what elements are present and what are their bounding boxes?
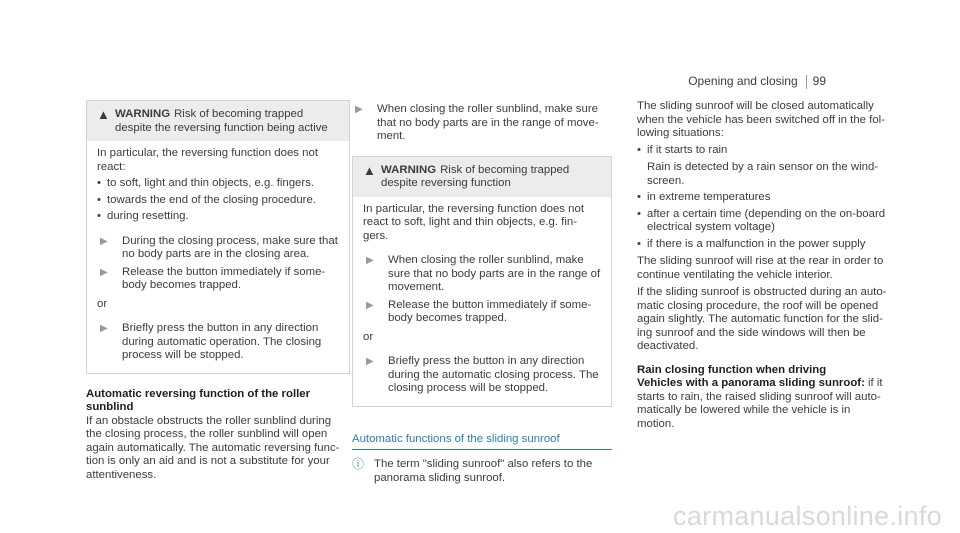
heading-rain-closing: Rain closing function when driving — [637, 363, 827, 376]
arrow-right-icon: ▶ — [355, 104, 363, 115]
column-1 — [86, 100, 350, 482]
arrow-right-icon: ▶ — [100, 323, 108, 334]
warning-header — [353, 157, 611, 197]
step-item: ▶ Briefly press the button in any direction during the automatic closing process. The closing process will be stopped. — [363, 355, 601, 396]
warning-box-reversing-active — [86, 100, 350, 374]
subheading: Vehicles with a panorama sliding sunroof: — [637, 377, 865, 389]
paragraph: If an obstacle obstructs the roller sunblind during the closing process, the roller sunblind will open again automatically. The automatic reversing func-tion is only an aid and is not a substitute for your attentiveness. — [86, 414, 340, 481]
list-item-detail: Rain is detected by a rain sensor on the wind-screen. — [647, 161, 879, 187]
warning-triangle-icon: ▲ — [363, 162, 376, 178]
step-item: ▶ Release the button immediately if some-body becomes trapped. — [363, 299, 601, 326]
warning-header — [87, 101, 349, 141]
warning-title: WARNING — [381, 163, 437, 176]
step-item: ▶ Briefly press the button in any direction during automatic operation. The closing process will be stopped. — [97, 322, 339, 363]
column-2 — [352, 100, 612, 485]
page-header — [688, 75, 826, 89]
note — [352, 458, 612, 485]
column-3 — [637, 100, 887, 431]
list-item: • to soft, light and thin objects, e.g. fingers. — [97, 177, 339, 191]
warning-title: WARNING — [115, 108, 171, 120]
section-title: Automatic functions of the sliding sunroof — [352, 433, 612, 451]
list-item: • if it starts to rain Rain is detected by a rain sensor on the wind-screen. — [637, 144, 887, 189]
or-label: or — [97, 297, 108, 310]
list-item: • during resetting. — [97, 210, 339, 224]
arrow-right-icon: ▶ — [100, 266, 108, 278]
warning-bullet-list — [97, 177, 339, 224]
list-item: • towards the end of the closing procedure. — [97, 194, 339, 208]
list-item: • in extreme temperatures — [637, 191, 887, 205]
step-item: ▶ When closing the roller sunblind, make sure that no body parts are in the range of movement. — [363, 254, 601, 295]
arrow-right-icon: ▶ — [100, 235, 108, 247]
list-item: • after a certain time (depending on the on-board electrical system voltage) — [637, 208, 887, 235]
paragraph: If the sliding sunroof is obstructed during an auto-matic closing procedure, the roof will be opened again slightly. The automatic function for the slid-ing sunroof and the side windows will then be deactivated. — [637, 286, 887, 352]
warning-text: Risk of becoming trapped despite reversing function — [381, 163, 570, 189]
situation-list — [637, 144, 887, 252]
warning-triangle-icon: ▲ — [97, 107, 110, 122]
warning-body — [353, 197, 611, 406]
info-icon: ⓘ — [352, 457, 365, 471]
list-item: • if there is a malfunction in the power supply — [637, 238, 887, 252]
warning-text: Risk of becoming trapped despite the reversing function being active — [115, 108, 328, 134]
paragraph: Vehicles with a panorama sliding sunroof: if it starts to rain, the raised sliding sunroof will auto-matically be lowered while the vehicle is in motion. — [637, 377, 883, 430]
warning-intro: In particular, the reversing function does not react to soft, light and thin objects, e.g. fin-gers. — [363, 202, 584, 242]
arrow-right-icon: ▶ — [366, 299, 374, 311]
step-item: ▶ When closing the roller sunblind, make sure that no body parts are in the range of move-ment. — [352, 103, 612, 144]
warning-box-reversing — [352, 156, 612, 407]
warning-intro: In particular, the reversing function does not react: — [97, 147, 318, 173]
section-name: Opening and closing — [688, 74, 798, 88]
or-label: or — [363, 330, 374, 343]
step-item: ▶ Release the button immediately if some-body becomes trapped. — [97, 266, 339, 293]
arrow-right-icon: ▶ — [366, 255, 374, 266]
arrow-right-icon: ▶ — [366, 356, 374, 367]
paragraph: The sliding sunroof will rise at the rear in order to continue ventilating the vehicle interior. — [637, 255, 884, 281]
watermark: carmanualsonline.info — [673, 500, 942, 531]
step-item: ▶ During the closing process, make sure that no body parts are in the closing area. — [97, 235, 339, 262]
page-number: 99 — [806, 75, 826, 89]
warning-body — [87, 141, 349, 373]
paragraph: The sliding sunroof will be closed automatically when the vehicle has been switched off in the fol-lowing situations: — [637, 100, 886, 139]
heading-reversing-function: Automatic reversing function of the roller sunblind — [86, 387, 311, 413]
note-text: The term "sliding sunroof" also refers to the panorama sliding sunroof. — [374, 458, 593, 484]
